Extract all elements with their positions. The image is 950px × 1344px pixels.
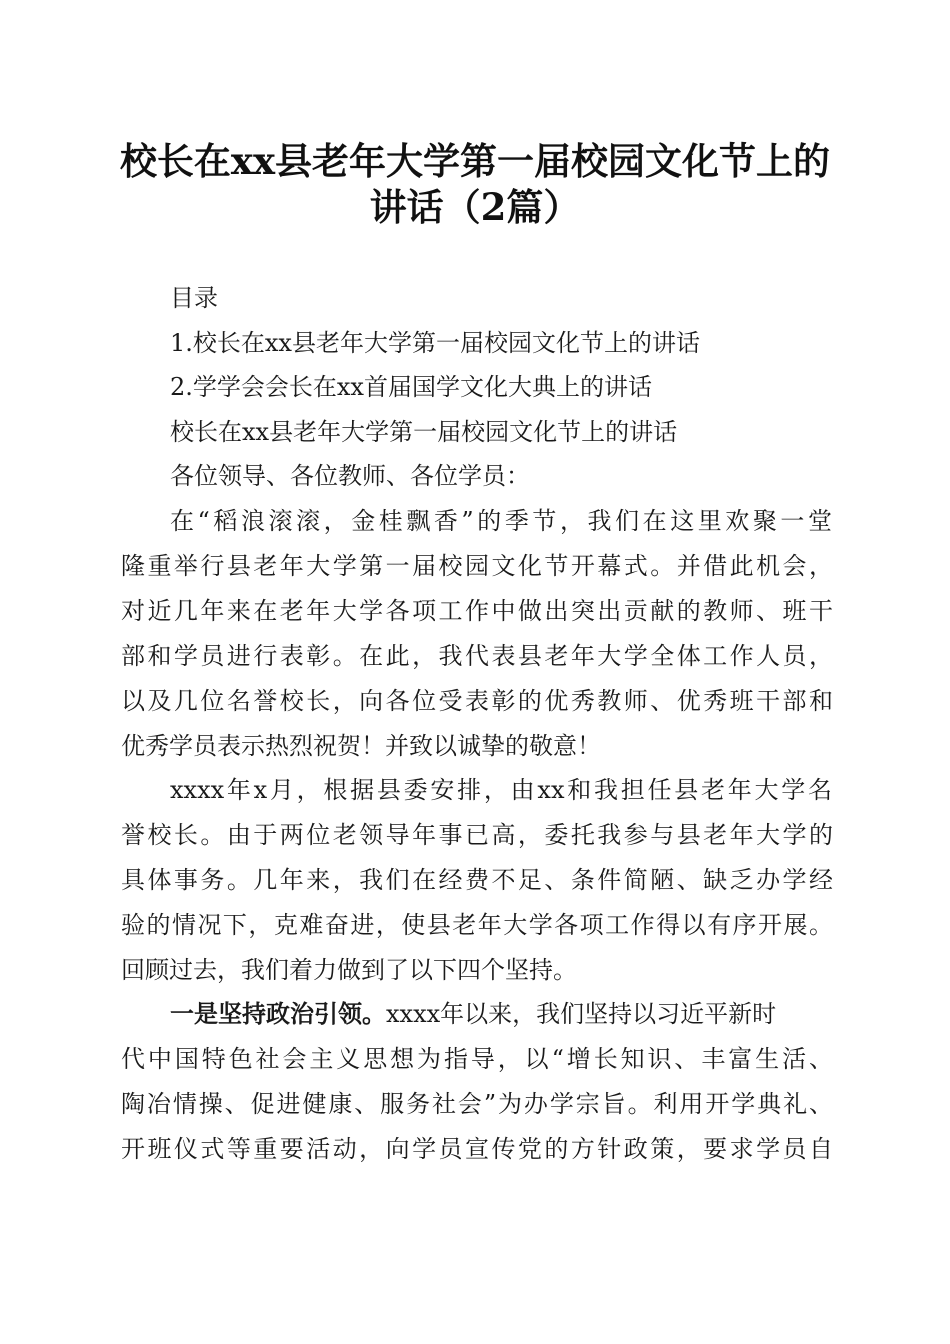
paragraph-3-line-2: 代中国特色社会主义思想为指导，以“增长知识、丰富生活、 xyxy=(121,1045,833,1073)
document-title-line-2: 讲话（2篇） xyxy=(369,185,581,229)
document-title-line-1: 校长在xx县老年大学第一届校园文化节上的 xyxy=(119,139,831,183)
paragraph-2-line-5: 回顾过去，我们着力做到了以下四个坚持。 xyxy=(121,956,577,984)
paragraph-3-line-4: 开班仪式等重要活动，向学员宣传党的方针政策，要求学员自 xyxy=(121,1135,833,1163)
paragraph-2-line-3: 具体事务。几年来，我们在经费不足、条件简陋、缺乏办学经 xyxy=(121,866,833,894)
section-title: 校长在xx县老年大学第一届校园文化节上的讲话 xyxy=(170,418,678,446)
toc-heading: 目录 xyxy=(170,284,218,312)
paragraph-2-line-1: xxxx年x月，根据县委安排，由xx和我担任县老年大学名 xyxy=(170,776,832,804)
toc-item-1: 1.校长在xx县老年大学第一届校园文化节上的讲话 xyxy=(170,329,700,357)
paragraph-1-line-6: 优秀学员表示热烈祝贺！并致以诚挚的敬意！ xyxy=(121,732,601,760)
paragraph-3-line-3: 陶冶情操、促进健康、服务社会”为办学宗旨。利用开学典礼、 xyxy=(121,1090,833,1118)
paragraph-1-line-5: 以及几位名誉校长，向各位受表彰的优秀教师、优秀班干部和 xyxy=(121,687,833,715)
paragraph-1-line-3: 对近几年来在老年大学各项工作中做出突出贡献的教师、班干 xyxy=(121,597,833,625)
paragraph-1-line-1: 在“稻浪滚滚，金桂飘香”的季节，我们在这里欢聚一堂 xyxy=(170,507,832,535)
paragraph-3-lead: 一是坚持政治引领。 xyxy=(170,999,386,1028)
paragraph-3-first-rest: xxxx年以来，我们坚持以习近平新时 xyxy=(386,1000,777,1028)
paragraph-2-line-4: 验的情况下，克难奋进，使县老年大学各项工作得以有序开展。 xyxy=(121,911,833,939)
paragraph-1-line-4: 部和学员进行表彰。在此，我代表县老年大学全体工作人员， xyxy=(121,642,833,670)
paragraph-2-line-2: 誉校长。由于两位老领导年事已高，委托我参与县老年大学的 xyxy=(121,821,833,849)
paragraph-3-line-1 xyxy=(170,999,776,1029)
salutation: 各位领导、各位教师、各位学员： xyxy=(170,462,530,490)
paragraph-1-line-2: 隆重举行县老年大学第一届校园文化节开幕式。并借此机会， xyxy=(121,552,833,580)
toc-item-2: 2.学学会会长在xx首届国学文化大典上的讲话 xyxy=(170,373,652,401)
